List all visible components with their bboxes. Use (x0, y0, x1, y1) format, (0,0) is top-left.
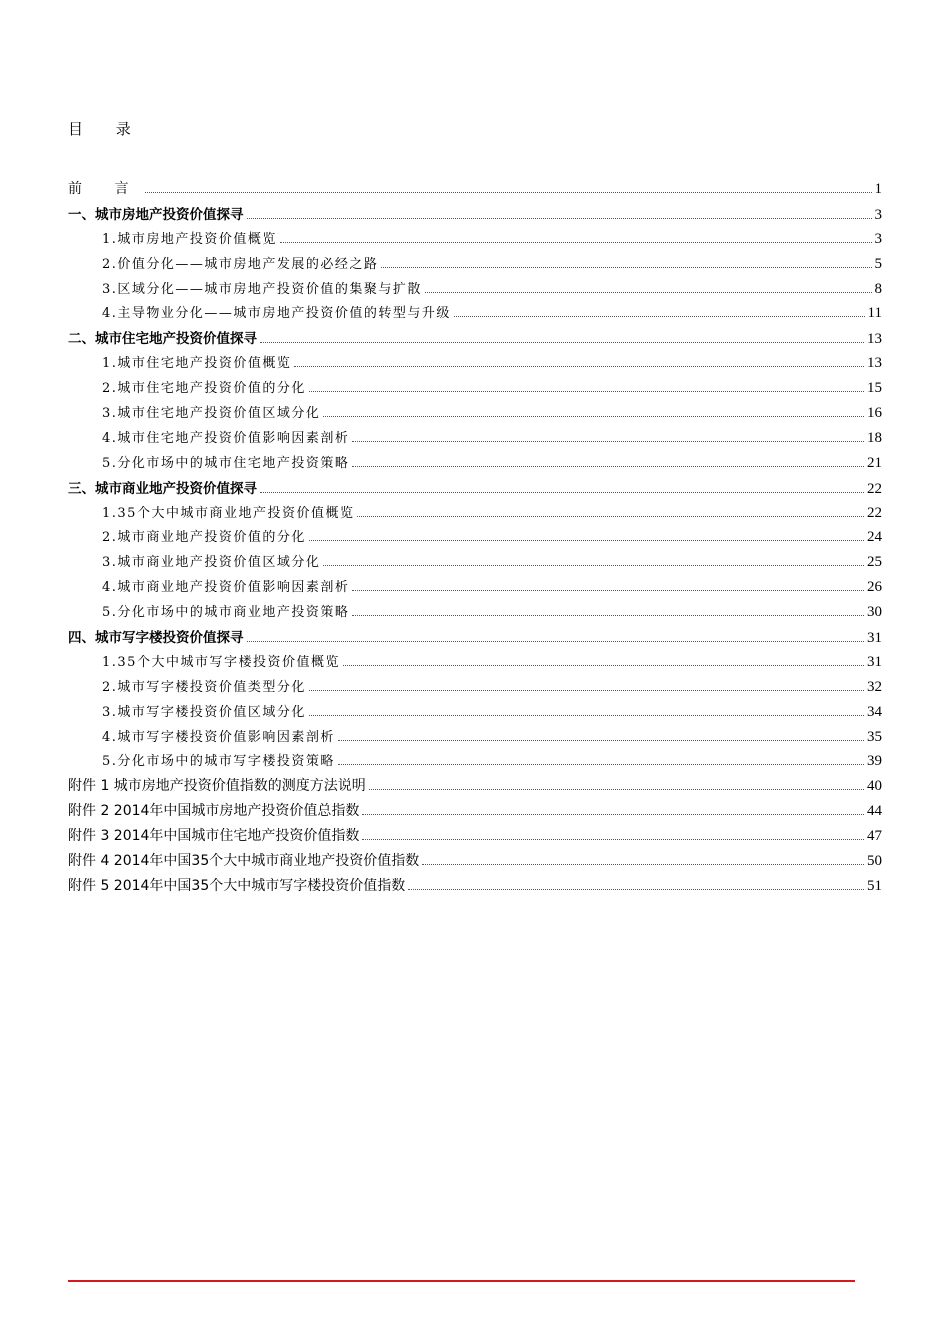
toc-entry-text: 附件 1 城市房地产投资价值指数的测度方法说明 (68, 778, 366, 795)
toc-page-number: 16 (867, 405, 882, 422)
toc-leader-dots (425, 292, 872, 293)
toc-leader-dots (247, 641, 865, 642)
toc-leader-dots (260, 342, 864, 343)
toc-entry-text: 4.城市写字楼投资价值影响因素剖析 (102, 729, 335, 745)
toc-subentry[interactable] (68, 576, 882, 601)
toc-leader-dots (323, 416, 864, 417)
toc-page-number: 3 (874, 230, 882, 247)
toc-page-number: 50 (867, 853, 882, 870)
toc-page-number: 24 (867, 529, 882, 546)
toc-page-number: 13 (867, 331, 882, 348)
toc-leader-dots (454, 316, 865, 317)
toc-entry-text: 2.价值分化——城市房地产发展的必经之路 (102, 256, 379, 272)
toc-entry-text: 2.城市商业地产投资价值的分化 (102, 530, 306, 546)
toc-page-number: 31 (867, 653, 882, 670)
toc-subentry[interactable] (68, 651, 882, 676)
toc-leader-dots (338, 740, 864, 741)
toc-leader-dots (352, 466, 864, 467)
toc-leader-dots (369, 789, 864, 790)
toc-page-number: 5 (874, 255, 882, 272)
toc-leader-dots (309, 540, 864, 541)
toc-page-number: 22 (867, 504, 882, 521)
toc-page-number: 3 (874, 206, 882, 223)
toc-leader-dots (309, 690, 864, 691)
toc-entry[interactable] (68, 626, 882, 651)
toc-entry[interactable] (68, 850, 882, 875)
toc-entry-text: 4.城市住宅地产投资价值影响因素剖析 (102, 430, 350, 446)
toc-leader-dots (357, 516, 864, 517)
toc-entry-text: 5.分化市场中的城市商业地产投资策略 (102, 605, 350, 621)
toc-page-number: 34 (867, 703, 882, 720)
toc-entry[interactable] (68, 327, 882, 352)
toc-leader-dots (280, 242, 872, 243)
toc-page-number: 25 (867, 554, 882, 571)
table-of-contents (68, 178, 882, 900)
toc-page-number: 26 (867, 579, 882, 596)
toc-leader-dots (422, 864, 864, 865)
toc-entry[interactable] (68, 825, 882, 850)
toc-page-number: 39 (867, 753, 882, 770)
toc-leader-dots (247, 218, 872, 219)
toc-page-number: 44 (867, 803, 882, 820)
toc-entry-text: 5.分化市场中的城市住宅地产投资策略 (102, 455, 350, 471)
toc-entry-text: 2.城市写字楼投资价值类型分化 (102, 679, 306, 695)
toc-entry[interactable] (68, 477, 882, 502)
toc-entry-text: 5.分化市场中的城市写字楼投资策略 (102, 754, 335, 770)
toc-entry-text: 三、城市商业地产投资价值探寻 (68, 480, 257, 497)
toc-entry-text: 1.城市房地产投资价值概览 (102, 231, 277, 247)
toc-subentry[interactable] (68, 551, 882, 576)
toc-leader-dots (381, 267, 871, 268)
toc-leader-dots (145, 192, 871, 193)
toc-entry-text: 1.35个大中城市写字楼投资价值概览 (102, 654, 340, 670)
toc-leader-dots (294, 366, 864, 367)
toc-leader-dots (352, 441, 864, 442)
toc-subentry[interactable] (68, 377, 882, 402)
toc-subentry[interactable] (68, 228, 882, 253)
toc-subentry[interactable] (68, 302, 882, 327)
toc-entry-text: 1.35个大中城市商业地产投资价值概览 (102, 505, 355, 521)
toc-entry[interactable] (68, 875, 882, 900)
toc-entry-text: 前 言 (68, 181, 143, 197)
toc-entry-text: 3.区域分化——城市房地产投资价值的集聚与扩散 (102, 281, 422, 297)
toc-leader-dots (362, 839, 864, 840)
page-title: 目 录 (68, 120, 145, 138)
toc-page-number: 11 (867, 305, 882, 322)
toc-subentry[interactable] (68, 452, 882, 477)
toc-subentry[interactable] (68, 402, 882, 427)
toc-page-number: 22 (867, 480, 882, 497)
toc-page-number: 40 (867, 778, 882, 795)
toc-entry-text: 3.城市商业地产投资价值区域分化 (102, 555, 321, 571)
toc-subentry[interactable] (68, 502, 882, 527)
toc-page-number: 8 (874, 280, 882, 297)
toc-leader-dots (309, 391, 864, 392)
toc-page-number: 1 (874, 181, 882, 197)
toc-entry-text: 一、城市房地产投资价值探寻 (68, 206, 244, 223)
toc-entry-text: 4.主导物业分化——城市房地产投资价值的转型与升级 (102, 306, 451, 322)
toc-subentry[interactable] (68, 352, 882, 377)
toc-entry-text: 四、城市写字楼投资价值探寻 (68, 630, 244, 647)
toc-entry-text: 4.城市商业地产投资价值影响因素剖析 (102, 580, 350, 596)
toc-page-number: 21 (867, 454, 882, 471)
toc-subentry[interactable] (68, 253, 882, 278)
toc-subentry[interactable] (68, 526, 882, 551)
toc-page-number: 18 (867, 429, 882, 446)
toc-subentry[interactable] (68, 701, 882, 726)
toc-leader-dots (408, 889, 864, 890)
toc-page-number: 13 (867, 355, 882, 372)
toc-page-number: 35 (867, 728, 882, 745)
toc-page-number: 15 (867, 380, 882, 397)
toc-subentry[interactable] (68, 427, 882, 452)
toc-entry-text: 附件 5 2014年中国35个大中城市写字楼投资价值指数 (68, 877, 406, 894)
toc-subentry[interactable] (68, 726, 882, 751)
toc-page-number: 30 (867, 604, 882, 621)
toc-entry-text: 1.城市住宅地产投资价值概览 (102, 356, 292, 372)
toc-leader-dots (309, 715, 864, 716)
toc-leader-dots (323, 565, 864, 566)
toc-entry-text: 二、城市住宅地产投资价值探寻 (68, 331, 257, 348)
toc-subentry[interactable] (68, 601, 882, 626)
toc-leader-dots (352, 590, 864, 591)
toc-entry[interactable] (68, 203, 882, 228)
toc-leader-dots (362, 814, 864, 815)
toc-leader-dots (343, 665, 864, 666)
toc-subentry[interactable] (68, 750, 882, 775)
toc-entry[interactable] (68, 800, 882, 825)
toc-entry[interactable] (68, 178, 882, 203)
toc-entry-text: 附件 4 2014年中国35个大中城市商业地产投资价值指数 (68, 853, 420, 870)
toc-entry-text: 附件 3 2014年中国城市住宅地产投资价值指数 (68, 828, 360, 845)
toc-leader-dots (352, 615, 864, 616)
toc-entry-text: 2.城市住宅地产投资价值的分化 (102, 381, 306, 397)
toc-page-number: 31 (867, 630, 882, 647)
toc-entry-text: 附件 2 2014年中国城市房地产投资价值总指数 (68, 803, 360, 820)
toc-subentry[interactable] (68, 278, 882, 303)
toc-entry-text: 3.城市写字楼投资价值区域分化 (102, 704, 306, 720)
toc-entry[interactable] (68, 775, 882, 800)
toc-leader-dots (338, 764, 864, 765)
toc-subentry[interactable] (68, 676, 882, 701)
toc-page-number: 32 (867, 678, 882, 695)
toc-entry-text: 3.城市住宅地产投资价值区域分化 (102, 406, 321, 422)
toc-leader-dots (260, 492, 864, 493)
toc-page-number: 51 (867, 877, 882, 894)
footer-rule (68, 1280, 855, 1282)
toc-page-number: 47 (867, 828, 882, 845)
